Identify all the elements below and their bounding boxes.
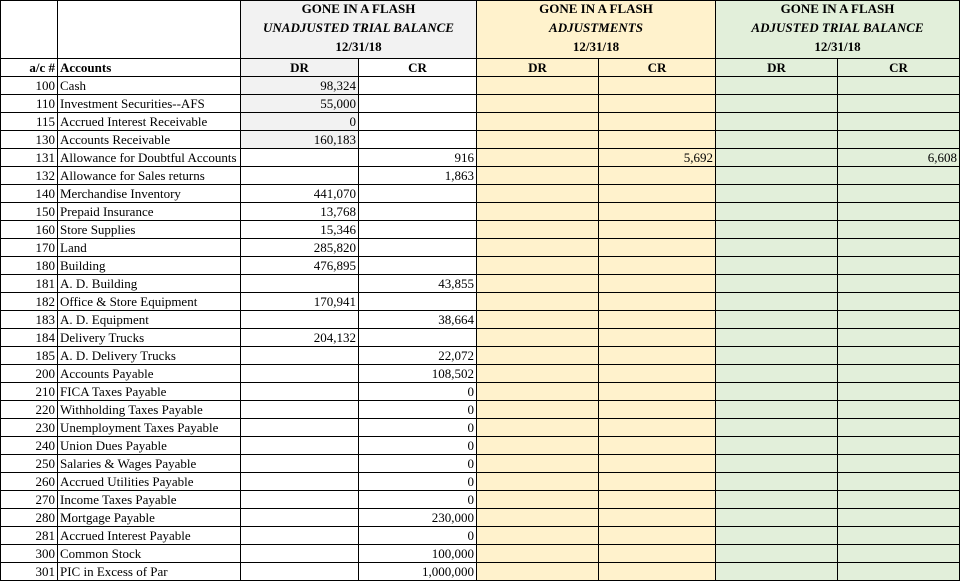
adjusted-dr-cell[interactable] [716,239,838,257]
account-name-cell[interactable]: A. D. Equipment [58,311,241,329]
account-name-cell[interactable]: Cash [58,77,241,95]
acct-number-cell[interactable]: 230 [1,419,58,437]
adjusted-cr-cell[interactable] [838,347,960,365]
adjusted-dr-cell[interactable] [716,131,838,149]
adjusted-dr-cell[interactable] [716,257,838,275]
unadjusted-dr-cell[interactable] [241,383,359,401]
adjustments-cr-cell[interactable] [599,473,716,491]
unadjusted-cr-cell[interactable] [359,185,477,203]
adjustments-cr-cell[interactable] [599,113,716,131]
adjusted-cr-cell[interactable] [838,257,960,275]
unadjusted-dr-cell[interactable] [241,455,359,473]
account-name-cell[interactable]: A. D. Building [58,275,241,293]
adjusted-dr-cell[interactable] [716,149,838,167]
table-row [1,365,960,383]
acct-number-cell[interactable]: 170 [1,239,58,257]
adjustments-dr-cell[interactable] [477,275,599,293]
acct-number-cell[interactable]: 210 [1,383,58,401]
adjustments-dr-cell[interactable] [477,365,599,383]
unadjusted-cr-cell[interactable]: 1,863 [359,167,477,185]
adjustments-dr-cell[interactable] [477,167,599,185]
unadjusted-cr-cell[interactable]: 0 [359,491,477,509]
acct-number-cell[interactable]: 115 [1,113,58,131]
adjusted-cr-cell[interactable] [838,203,960,221]
adjustments-dr-header[interactable]: DR [477,59,599,77]
adjustments-dr-cell[interactable] [477,437,599,455]
acct-number-cell[interactable]: 301 [1,563,58,581]
adjustments-cr-cell[interactable] [599,257,716,275]
adjusted-cr-cell[interactable] [838,77,960,95]
unadjusted-dr-cell[interactable] [241,401,359,419]
unadjusted-dr-cell[interactable]: 160,183 [241,131,359,149]
unadjusted-dr-cell[interactable] [241,347,359,365]
unadjusted-dr-cell[interactable] [241,419,359,437]
adjusted-dr-cell[interactable] [716,185,838,203]
unadjusted-trial-balance-header[interactable] [241,1,477,59]
adjusted-dr-cell[interactable] [716,329,838,347]
adjustments-cr-cell[interactable] [599,95,716,113]
adjusted-dr-cell[interactable] [716,221,838,239]
adjustments-dr-cell[interactable] [477,203,599,221]
adjustments-cr-cell[interactable] [599,293,716,311]
adjustments-dr-cell[interactable] [477,149,599,167]
adjusted-dr-cell[interactable] [716,455,838,473]
adjusted-cr-cell[interactable] [838,185,960,203]
table-row [1,77,960,95]
table-row [1,473,960,491]
unadjusted-cr-header[interactable]: CR [359,59,477,77]
unadjusted-dr-cell[interactable]: 170,941 [241,293,359,311]
adjustments-cr-cell[interactable] [599,527,716,545]
acct-number-cell[interactable]: 281 [1,527,58,545]
account-name-cell[interactable]: Mortgage Payable [58,509,241,527]
section-header-row [1,1,960,59]
acct-number-header[interactable]: a/c # [1,59,58,77]
adjusted-cr-cell[interactable] [838,113,960,131]
account-name-cell[interactable]: FICA Taxes Payable [58,383,241,401]
account-name-cell[interactable]: Investment Securities--AFS [58,95,241,113]
acct-number-cell[interactable]: 280 [1,509,58,527]
acct-number-cell[interactable]: 181 [1,275,58,293]
section-date: 12/31/18 [335,39,382,54]
unadjusted-dr-cell[interactable]: 15,346 [241,221,359,239]
unadjusted-dr-cell[interactable] [241,527,359,545]
account-name-cell[interactable]: Common Stock [58,545,241,563]
unadjusted-cr-cell[interactable] [359,95,477,113]
adjusted-cr-cell[interactable] [838,293,960,311]
table-row [1,491,960,509]
adjusted-dr-cell[interactable] [716,77,838,95]
adjustments-dr-cell[interactable] [477,545,599,563]
acct-number-cell[interactable]: 260 [1,473,58,491]
adjusted-dr-cell[interactable] [716,113,838,131]
adjustments-dr-cell[interactable] [477,329,599,347]
adjusted-dr-cell[interactable] [716,293,838,311]
table-row [1,95,960,113]
adjustments-cr-cell[interactable] [599,545,716,563]
adjusted-trial-balance-header[interactable] [716,1,960,59]
unadjusted-dr-cell[interactable] [241,473,359,491]
acct-number-cell[interactable]: 240 [1,437,58,455]
adjusted-cr-cell[interactable] [838,419,960,437]
unadjusted-cr-cell[interactable] [359,77,477,95]
adjustments-cr-cell[interactable] [599,455,716,473]
table-row [1,563,960,581]
adjustments-cr-cell[interactable] [599,185,716,203]
adjusted-cr-cell[interactable] [838,239,960,257]
section-title: UNADJUSTED TRIAL BALANCE [263,20,454,35]
acct-number-cell[interactable]: 150 [1,203,58,221]
account-name-cell[interactable]: Income Taxes Payable [58,491,241,509]
account-name-cell[interactable]: Prepaid Insurance [58,203,241,221]
section-company: GONE IN A FLASH [780,1,895,16]
unadjusted-cr-cell[interactable]: 0 [359,455,477,473]
adjusted-dr-cell[interactable] [716,311,838,329]
table-row [1,401,960,419]
adjusted-cr-cell[interactable] [838,473,960,491]
adjusted-dr-header[interactable]: DR [716,59,838,77]
table-row [1,545,960,563]
adjustments-cr-cell[interactable] [599,491,716,509]
adjusted-dr-cell[interactable] [716,545,838,563]
adjusted-cr-cell[interactable] [838,365,960,383]
adjusted-cr-cell[interactable] [838,275,960,293]
unadjusted-dr-cell[interactable]: 98,324 [241,77,359,95]
unadjusted-cr-cell[interactable] [359,113,477,131]
unadjusted-cr-cell[interactable]: 38,664 [359,311,477,329]
account-name-cell[interactable]: Office & Store Equipment [58,293,241,311]
table-row [1,455,960,473]
adjustments-cr-cell[interactable] [599,383,716,401]
adjustments-cr-cell[interactable] [599,275,716,293]
acct-number-cell[interactable]: 184 [1,329,58,347]
adjustments-cr-cell[interactable] [599,131,716,149]
adjustments-dr-cell[interactable] [477,221,599,239]
unadjusted-cr-cell[interactable]: 43,855 [359,275,477,293]
adjusted-cr-cell[interactable] [838,437,960,455]
adjusted-cr-cell[interactable] [838,545,960,563]
unadjusted-cr-cell[interactable]: 1,000,000 [359,563,477,581]
unadjusted-dr-cell[interactable] [241,437,359,455]
account-name-cell[interactable]: Delivery Trucks [58,329,241,347]
unadjusted-cr-cell[interactable] [359,293,477,311]
unadjusted-dr-cell[interactable] [241,149,359,167]
header-blank-cell [1,1,58,59]
adjustments-dr-cell[interactable] [477,491,599,509]
unadjusted-dr-cell[interactable]: 204,132 [241,329,359,347]
unadjusted-dr-cell[interactable]: 0 [241,113,359,131]
adjusted-cr-cell[interactable] [838,167,960,185]
adjusted-dr-cell[interactable] [716,347,838,365]
acct-number-cell[interactable]: 132 [1,167,58,185]
adjusted-cr-cell[interactable] [838,401,960,419]
account-name-cell[interactable]: Accounts Receivable [58,131,241,149]
adjustments-cr-cell[interactable] [599,437,716,455]
unadjusted-cr-cell[interactable] [359,329,477,347]
unadjusted-cr-cell[interactable]: 22,072 [359,347,477,365]
unadjusted-dr-cell[interactable] [241,167,359,185]
adjustments-dr-cell[interactable] [477,347,599,365]
table-row [1,383,960,401]
adjusted-dr-cell[interactable] [716,203,838,221]
adjusted-cr-cell[interactable] [838,383,960,401]
adjusted-cr-cell[interactable] [838,329,960,347]
adjusted-dr-cell[interactable] [716,527,838,545]
table-row [1,437,960,455]
adjustments-cr-cell[interactable] [599,347,716,365]
table-row [1,311,960,329]
account-name-cell[interactable]: Accrued Interest Receivable [58,113,241,131]
adjusted-dr-cell[interactable] [716,473,838,491]
adjusted-dr-cell[interactable] [716,419,838,437]
table-row [1,329,960,347]
section-title: ADJUSTMENTS [549,20,643,35]
adjustments-dr-cell[interactable] [477,509,599,527]
unadjusted-cr-cell[interactable]: 0 [359,437,477,455]
adjusted-cr-header[interactable]: CR [838,59,960,77]
unadjusted-dr-cell[interactable]: 55,000 [241,95,359,113]
adjusted-dr-cell[interactable] [716,365,838,383]
unadjusted-dr-cell[interactable] [241,563,359,581]
adjustments-cr-cell[interactable] [599,419,716,437]
unadjusted-dr-header[interactable]: DR [241,59,359,77]
unadjusted-cr-cell[interactable]: 100,000 [359,545,477,563]
unadjusted-dr-cell[interactable]: 476,895 [241,257,359,275]
account-name-cell[interactable]: Salaries & Wages Payable [58,455,241,473]
adjusted-cr-cell[interactable] [838,563,960,581]
table-row [1,275,960,293]
account-name-cell[interactable]: PIC in Excess of Par [58,563,241,581]
table-row [1,203,960,221]
adjustments-cr-cell[interactable] [599,239,716,257]
adjusted-cr-cell[interactable] [838,491,960,509]
adjusted-cr-cell[interactable] [838,131,960,149]
adjustments-dr-cell[interactable] [477,473,599,491]
table-row [1,221,960,239]
column-header-row [1,59,960,77]
table-row [1,347,960,365]
account-name-cell[interactable]: Accounts Payable [58,365,241,383]
adjustments-dr-cell[interactable] [477,401,599,419]
adjusted-cr-cell[interactable] [838,527,960,545]
adjustments-dr-cell[interactable] [477,113,599,131]
account-name-cell[interactable]: Allowance for Sales returns [58,167,241,185]
adjustments-cr-cell[interactable] [599,329,716,347]
acct-number-cell[interactable]: 140 [1,185,58,203]
table-row [1,293,960,311]
unadjusted-dr-cell[interactable]: 13,768 [241,203,359,221]
adjustments-dr-cell[interactable] [477,419,599,437]
adjusted-dr-cell[interactable] [716,275,838,293]
account-name-cell[interactable]: Withholding Taxes Payable [58,401,241,419]
acct-number-cell[interactable]: 220 [1,401,58,419]
adjustments-cr-cell[interactable] [599,563,716,581]
adjusted-dr-cell[interactable] [716,383,838,401]
account-name-cell[interactable]: Union Dues Payable [58,437,241,455]
adjusted-cr-cell[interactable]: 6,608 [838,149,960,167]
unadjusted-cr-cell[interactable]: 0 [359,527,477,545]
account-name-cell[interactable]: Unemployment Taxes Payable [58,419,241,437]
acct-number-cell[interactable]: 110 [1,95,58,113]
unadjusted-dr-cell[interactable] [241,311,359,329]
adjustments-dr-cell[interactable] [477,239,599,257]
section-company: GONE IN A FLASH [301,1,416,16]
unadjusted-dr-cell[interactable] [241,275,359,293]
unadjusted-dr-cell[interactable]: 441,070 [241,185,359,203]
account-name-cell[interactable]: Store Supplies [58,221,241,239]
acct-number-cell[interactable]: 182 [1,293,58,311]
section-date: 12/31/18 [814,39,861,54]
table-row [1,527,960,545]
unadjusted-cr-cell[interactable] [359,239,477,257]
adjusted-cr-cell[interactable] [838,95,960,113]
adjustments-dr-cell[interactable] [477,95,599,113]
account-name-cell[interactable]: Allowance for Doubtful Accounts [58,149,241,167]
adjusted-cr-cell[interactable] [838,455,960,473]
table-row [1,167,960,185]
unadjusted-dr-cell[interactable] [241,491,359,509]
adjusted-dr-cell[interactable] [716,509,838,527]
adjusted-dr-cell[interactable] [716,437,838,455]
acct-number-cell[interactable]: 270 [1,491,58,509]
adjustments-cr-cell[interactable] [599,509,716,527]
acct-number-cell[interactable]: 160 [1,221,58,239]
acct-number-cell[interactable]: 185 [1,347,58,365]
acct-number-cell[interactable]: 180 [1,257,58,275]
acct-number-cell[interactable]: 100 [1,77,58,95]
account-name-cell[interactable]: Building [58,257,241,275]
table-row [1,113,960,131]
adjustments-cr-cell[interactable] [599,311,716,329]
table-row [1,257,960,275]
acct-number-cell[interactable]: 130 [1,131,58,149]
adjustments-header[interactable] [477,1,716,59]
unadjusted-cr-cell[interactable] [359,221,477,239]
account-name-cell[interactable]: Land [58,239,241,257]
unadjusted-dr-cell[interactable] [241,509,359,527]
adjusted-dr-cell[interactable] [716,491,838,509]
account-name-cell[interactable]: Merchandise Inventory [58,185,241,203]
adjusted-cr-cell[interactable] [838,509,960,527]
adjustments-cr-cell[interactable] [599,167,716,185]
adjustments-dr-cell[interactable] [477,311,599,329]
adjustments-cr-cell[interactable] [599,221,716,239]
unadjusted-dr-cell[interactable] [241,365,359,383]
table-row [1,185,960,203]
table-row [1,239,960,257]
adjustments-dr-cell[interactable] [477,383,599,401]
unadjusted-cr-cell[interactable] [359,203,477,221]
adjusted-dr-cell[interactable] [716,401,838,419]
acct-number-cell[interactable]: 200 [1,365,58,383]
unadjusted-cr-cell[interactable]: 108,502 [359,365,477,383]
account-name-cell[interactable]: A. D. Delivery Trucks [58,347,241,365]
account-name-cell[interactable]: Accrued Utilities Payable [58,473,241,491]
adjusted-dr-cell[interactable] [716,95,838,113]
table-row [1,149,960,167]
unadjusted-cr-cell[interactable]: 0 [359,473,477,491]
adjustments-cr-cell[interactable] [599,401,716,419]
adjusted-cr-cell[interactable] [838,311,960,329]
adjustments-cr-cell[interactable]: 5,692 [599,149,716,167]
adjustments-dr-cell[interactable] [477,77,599,95]
adjustments-cr-cell[interactable] [599,77,716,95]
unadjusted-cr-cell[interactable] [359,257,477,275]
adjustments-dr-cell[interactable] [477,257,599,275]
adjustments-cr-header[interactable]: CR [599,59,716,77]
unadjusted-cr-cell[interactable]: 0 [359,401,477,419]
adjusted-cr-cell[interactable] [838,221,960,239]
acct-number-cell[interactable]: 250 [1,455,58,473]
account-name-cell[interactable]: Accrued Interest Payable [58,527,241,545]
adjusted-dr-cell[interactable] [716,167,838,185]
section-title: ADJUSTED TRIAL BALANCE [751,20,924,35]
accounts-header[interactable]: Accounts [58,59,241,77]
acct-number-cell[interactable]: 183 [1,311,58,329]
unadjusted-dr-cell[interactable]: 285,820 [241,239,359,257]
table-row [1,509,960,527]
section-company: GONE IN A FLASH [539,1,653,16]
acct-number-cell[interactable]: 131 [1,149,58,167]
adjustments-cr-cell[interactable] [599,203,716,221]
header-blank-cell [58,1,241,59]
adjustments-dr-cell[interactable] [477,131,599,149]
adjustments-dr-cell[interactable] [477,293,599,311]
table-row [1,419,960,437]
unadjusted-cr-cell[interactable]: 0 [359,419,477,437]
unadjusted-cr-cell[interactable]: 0 [359,383,477,401]
unadjusted-dr-cell[interactable] [241,545,359,563]
adjustments-dr-cell[interactable] [477,455,599,473]
unadjusted-cr-cell[interactable] [359,131,477,149]
adjustments-dr-cell[interactable] [477,527,599,545]
unadjusted-cr-cell[interactable]: 230,000 [359,509,477,527]
adjustments-cr-cell[interactable] [599,365,716,383]
section-date: 12/31/18 [572,39,620,54]
adjusted-dr-cell[interactable] [716,563,838,581]
adjustments-dr-cell[interactable] [477,563,599,581]
acct-number-cell[interactable]: 300 [1,545,58,563]
unadjusted-cr-cell[interactable]: 916 [359,149,477,167]
adjustments-dr-cell[interactable] [477,185,599,203]
table-row [1,131,960,149]
